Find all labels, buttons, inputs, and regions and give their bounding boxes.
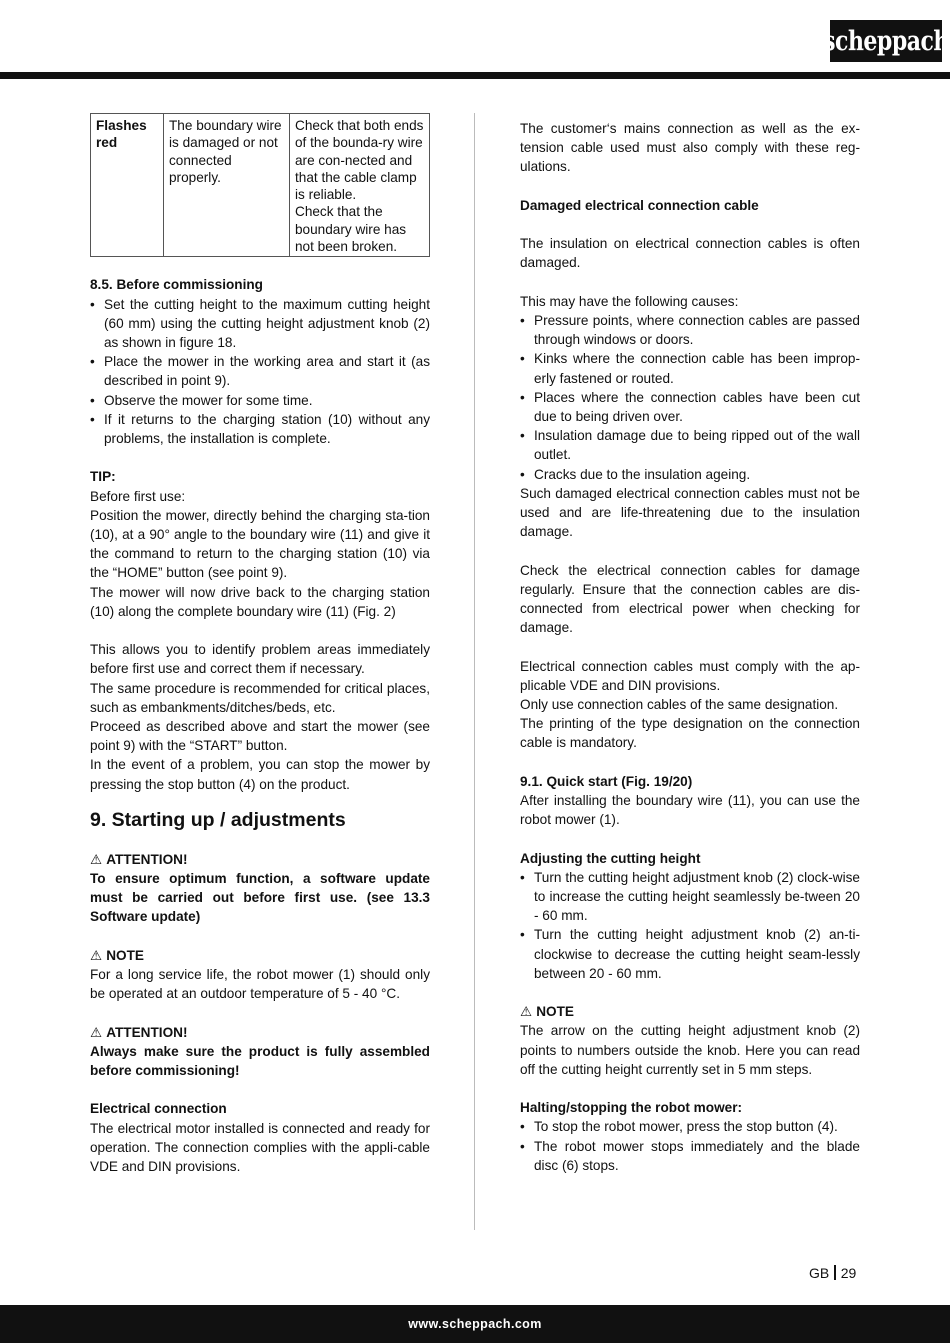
list-item: • If it returns to the charging station (10) without any problems, the installation is complete. <box>90 410 430 448</box>
section-title: 9. Starting up / adjustments <box>90 808 346 831</box>
list-item: • To stop the robot mower, press the stop button (4). <box>520 1117 860 1136</box>
note-text: For a long service life, the robot mower (1) should only be operated at an outdoor temperature of 5 - 40 °C. <box>90 967 430 1002</box>
note-heading: ⚠ NOTE <box>90 946 430 965</box>
warning-icon: ⚠ <box>90 851 103 867</box>
paragraph: Only use connection cables of the same designation. <box>520 697 839 713</box>
attention-heading: ⚠ ATTENTION! <box>90 850 430 869</box>
list-item: • The robot mower stops immediately and the blade disc (6) stops. <box>520 1137 860 1175</box>
language-code: GB <box>809 1265 830 1281</box>
list-item: • Cracks due to the insulation ageing. <box>520 465 860 484</box>
causes-list <box>520 311 860 484</box>
page-number-value: 29 <box>840 1265 857 1281</box>
troubleshooting-table <box>90 113 430 257</box>
list-item: • Observe the mower for some time. <box>90 391 430 410</box>
paragraph: The same procedure is recommended for critical places, such as embankments/ditches/beds, etc. <box>90 680 430 715</box>
tip-heading: TIP: <box>90 469 116 485</box>
table-cell-status: Flashes red <box>91 114 164 257</box>
subheading: Damaged electrical connection cable <box>520 197 759 213</box>
note-text: The arrow on the cutting height adjustment knob (2) points to numbers outside the knob. Here you can read off the cutting height currently set in 5 mm steps. <box>520 1023 860 1077</box>
header-rule <box>0 72 950 79</box>
list-item: • Insulation damage due to being ripped out of the wall outlet. <box>520 426 860 464</box>
adjust-list <box>520 868 860 983</box>
paragraph: This allows you to identify problem areas immediately before first use and correct them if necessary. <box>90 642 430 677</box>
paragraph: Check the electrical connection cables for damage regularly. Ensure that the connection cables are dis-connected from electrical power when checking for damage. <box>520 562 860 636</box>
table-cell-cause: The boundary wire is damaged or not connected properly. <box>164 114 290 257</box>
attention-text: Always make sure the product is fully assembled before commissioning! <box>90 1043 430 1079</box>
list-item: • Turn the cutting height adjustment knob (2) clock-wise to increase the cutting height seamlessly be-tween 20 - 60 mm. <box>520 868 860 926</box>
paragraph: Proceed as described above and start the mower (see point 9) with the “START” button. <box>90 719 430 754</box>
paragraph: The insulation on electrical connection cables is often damaged. <box>520 236 860 271</box>
website-link[interactable]: www.scheppach.com <box>408 1317 542 1331</box>
page-number <box>809 1265 856 1281</box>
brand-logo <box>823 20 949 62</box>
halt-list <box>520 1117 860 1175</box>
list-item: • Turn the cutting height adjustment knob (2) an-ti-clockwise to decrease the cutting height seam-lessly between 20 - 60 mm. <box>520 925 860 983</box>
warning-icon: ⚠ <box>90 1024 103 1040</box>
warning-icon: ⚠ <box>90 947 103 963</box>
paragraph: The electrical motor installed is connected and ready for operation. The connection complies with the appli-cable VDE and DIN provisions. <box>90 1120 430 1175</box>
attention-text: To ensure optimum function, a software update must be carried out before first use. (see 13.3 Software update) <box>90 871 430 925</box>
left-column <box>90 113 430 1176</box>
remedy-line: Check that the boundary wire has not been broken. <box>295 204 407 255</box>
paragraph: Position the mower, directly behind the charging sta-tion (10), at a 90° angle to the boundary wire (11) and give it the command to return to the charging station (10) via the “HOME” button (see point 9). <box>90 507 430 581</box>
list-item: • Kinks where the connection cable has been improp-erly fastened or routed. <box>520 349 860 387</box>
paragraph: Electrical connection cables must comply with the ap-plicable VDE and DIN provisions. <box>520 658 860 693</box>
list-item: • Place the mower in the working area and start it (as described in point 9). <box>90 352 430 390</box>
before-list <box>90 295 430 449</box>
note-heading: ⚠ NOTE <box>520 1002 860 1021</box>
table-cell-remedy <box>290 114 430 257</box>
page-number-separator <box>834 1265 836 1280</box>
section-heading: 9.1. Quick start (Fig. 19/20) <box>520 773 693 789</box>
subheading: Adjusting the cutting height <box>520 850 701 866</box>
attention-heading: ⚠ ATTENTION! <box>90 1023 430 1042</box>
paragraph: The printing of the type designation on the connection cable is mandatory. <box>520 716 860 751</box>
list-item: • Places where the connection cables have been cut due to being driven over. <box>520 388 860 426</box>
list-item: • Pressure points, where connection cables are passed through windows or doors. <box>520 311 860 349</box>
remedy-line: Check that both ends of the bounda-ry wire are con-nected and that the cable clamp is reliable. <box>295 118 424 203</box>
paragraph: Before first use: <box>90 488 186 504</box>
section-heading: 8.5. Before commissioning <box>90 277 263 293</box>
paragraph: In the event of a problem, you can stop the mower by pressing the stop button (4) on the product. <box>90 757 430 792</box>
paragraph: The mower will now drive back to the charging station (10) along the complete boundary wire (11) (Fig. 2) <box>90 584 430 619</box>
subheading: Halting/stopping the robot mower: <box>520 1100 743 1116</box>
table-row <box>91 114 430 257</box>
paragraph: Such damaged electrical connection cables must not be used and are life-threatening due to the insulation damage. <box>520 485 860 540</box>
warning-icon: ⚠ <box>520 1004 533 1020</box>
right-column <box>520 119 860 1175</box>
paragraph: The customer‘s mains connection as well as the ex-tension cable used must also comply with these reg-ulations. <box>520 121 860 175</box>
paragraph: After installing the boundary wire (11), you can use the robot mower (1). <box>520 793 860 828</box>
paragraph: This may have the following causes: <box>520 293 739 309</box>
brand-logo-text: scheppach <box>823 24 949 58</box>
footer-bar <box>0 1305 950 1343</box>
list-item: • Set the cutting height to the maximum cutting height (60 mm) using the cutting height adjustment knob (2) as shown in figure 18. <box>90 295 430 353</box>
subheading: Electrical connection <box>90 1101 227 1117</box>
column-divider <box>474 113 475 1230</box>
